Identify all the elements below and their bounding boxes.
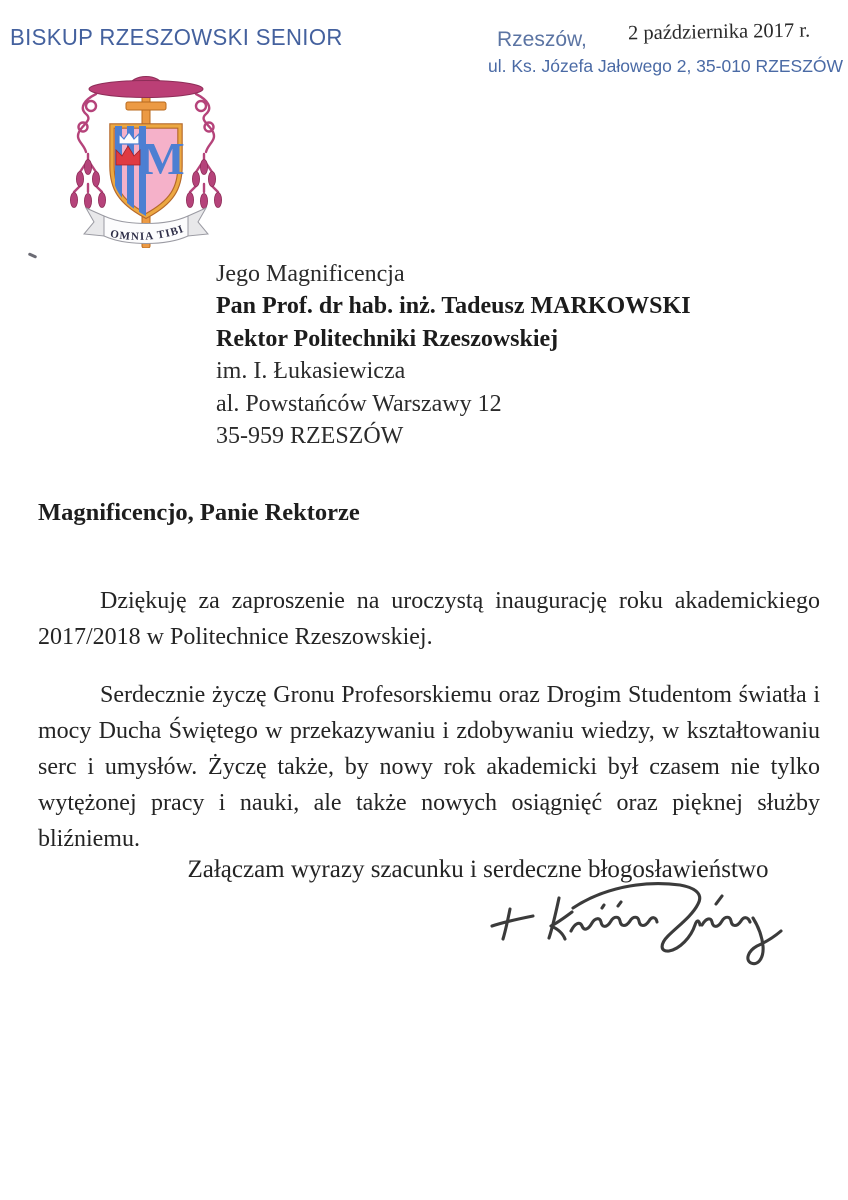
letter-date: 2 października 2017 r.: [627, 19, 811, 45]
body-paragraph-1: Dziękuję za zaproszenie na uroczystą inaugurację roku akademickiego 2017/2018 w Politechnice Rzeszowskiej.: [38, 588, 820, 650]
recipient-name: Pan Prof. dr hab. inż. Tadeusz MARKOWSKI: [216, 293, 691, 320]
recipient-title: Rektor Politechniki Rzeszowskiej: [216, 325, 559, 352]
closing-line: Załączam wyrazy szacunku i serdeczne błogosławieństwo: [187, 856, 769, 883]
letterhead-address: ul. Ks. Józefa Jałowego 2, 35-010 RZESZÓW: [488, 56, 844, 76]
coat-of-arms-icon: [70, 70, 238, 248]
signature-handwriting: [458, 874, 798, 978]
letterhead-place: Rzeszów,: [497, 28, 587, 51]
recipient-line: im. I. Łukasiewicza: [216, 358, 406, 385]
shield-monogram: M: [141, 133, 185, 184]
recipient-block: [216, 258, 691, 452]
recipient-line: Jego Magnificencja: [216, 261, 405, 287]
body-paragraph-2: Serdecznie życzę Gronu Profesorskiemu oraz Drogim Studentom światła i mocy Ducha Świętego w przekazywaniu i zdobywaniu wiedzy, w kształtowaniu serc i umysłów. Życzę także, by nowy rok akademicki był czasem nie tylko wytężonej pracy i nauki, ale także nowych osiągnięć oraz pięknej służby bliźniemu.: [38, 682, 820, 852]
salutation: Magnificencjo, Panie Rektorze: [38, 499, 360, 526]
galero-hat-icon: [89, 77, 203, 98]
recipient-city: 35-959 RZESZÓW: [216, 423, 404, 450]
motto-text: OMNIA TIBI: [109, 222, 187, 243]
letterhead-sender-title: BISKUP RZESZOWSKI SENIOR: [10, 24, 343, 50]
shield-icon: [112, 126, 185, 218]
scan-artifact: [28, 252, 37, 258]
recipient-street: al. Powstańców Warszawy 12: [216, 390, 502, 417]
